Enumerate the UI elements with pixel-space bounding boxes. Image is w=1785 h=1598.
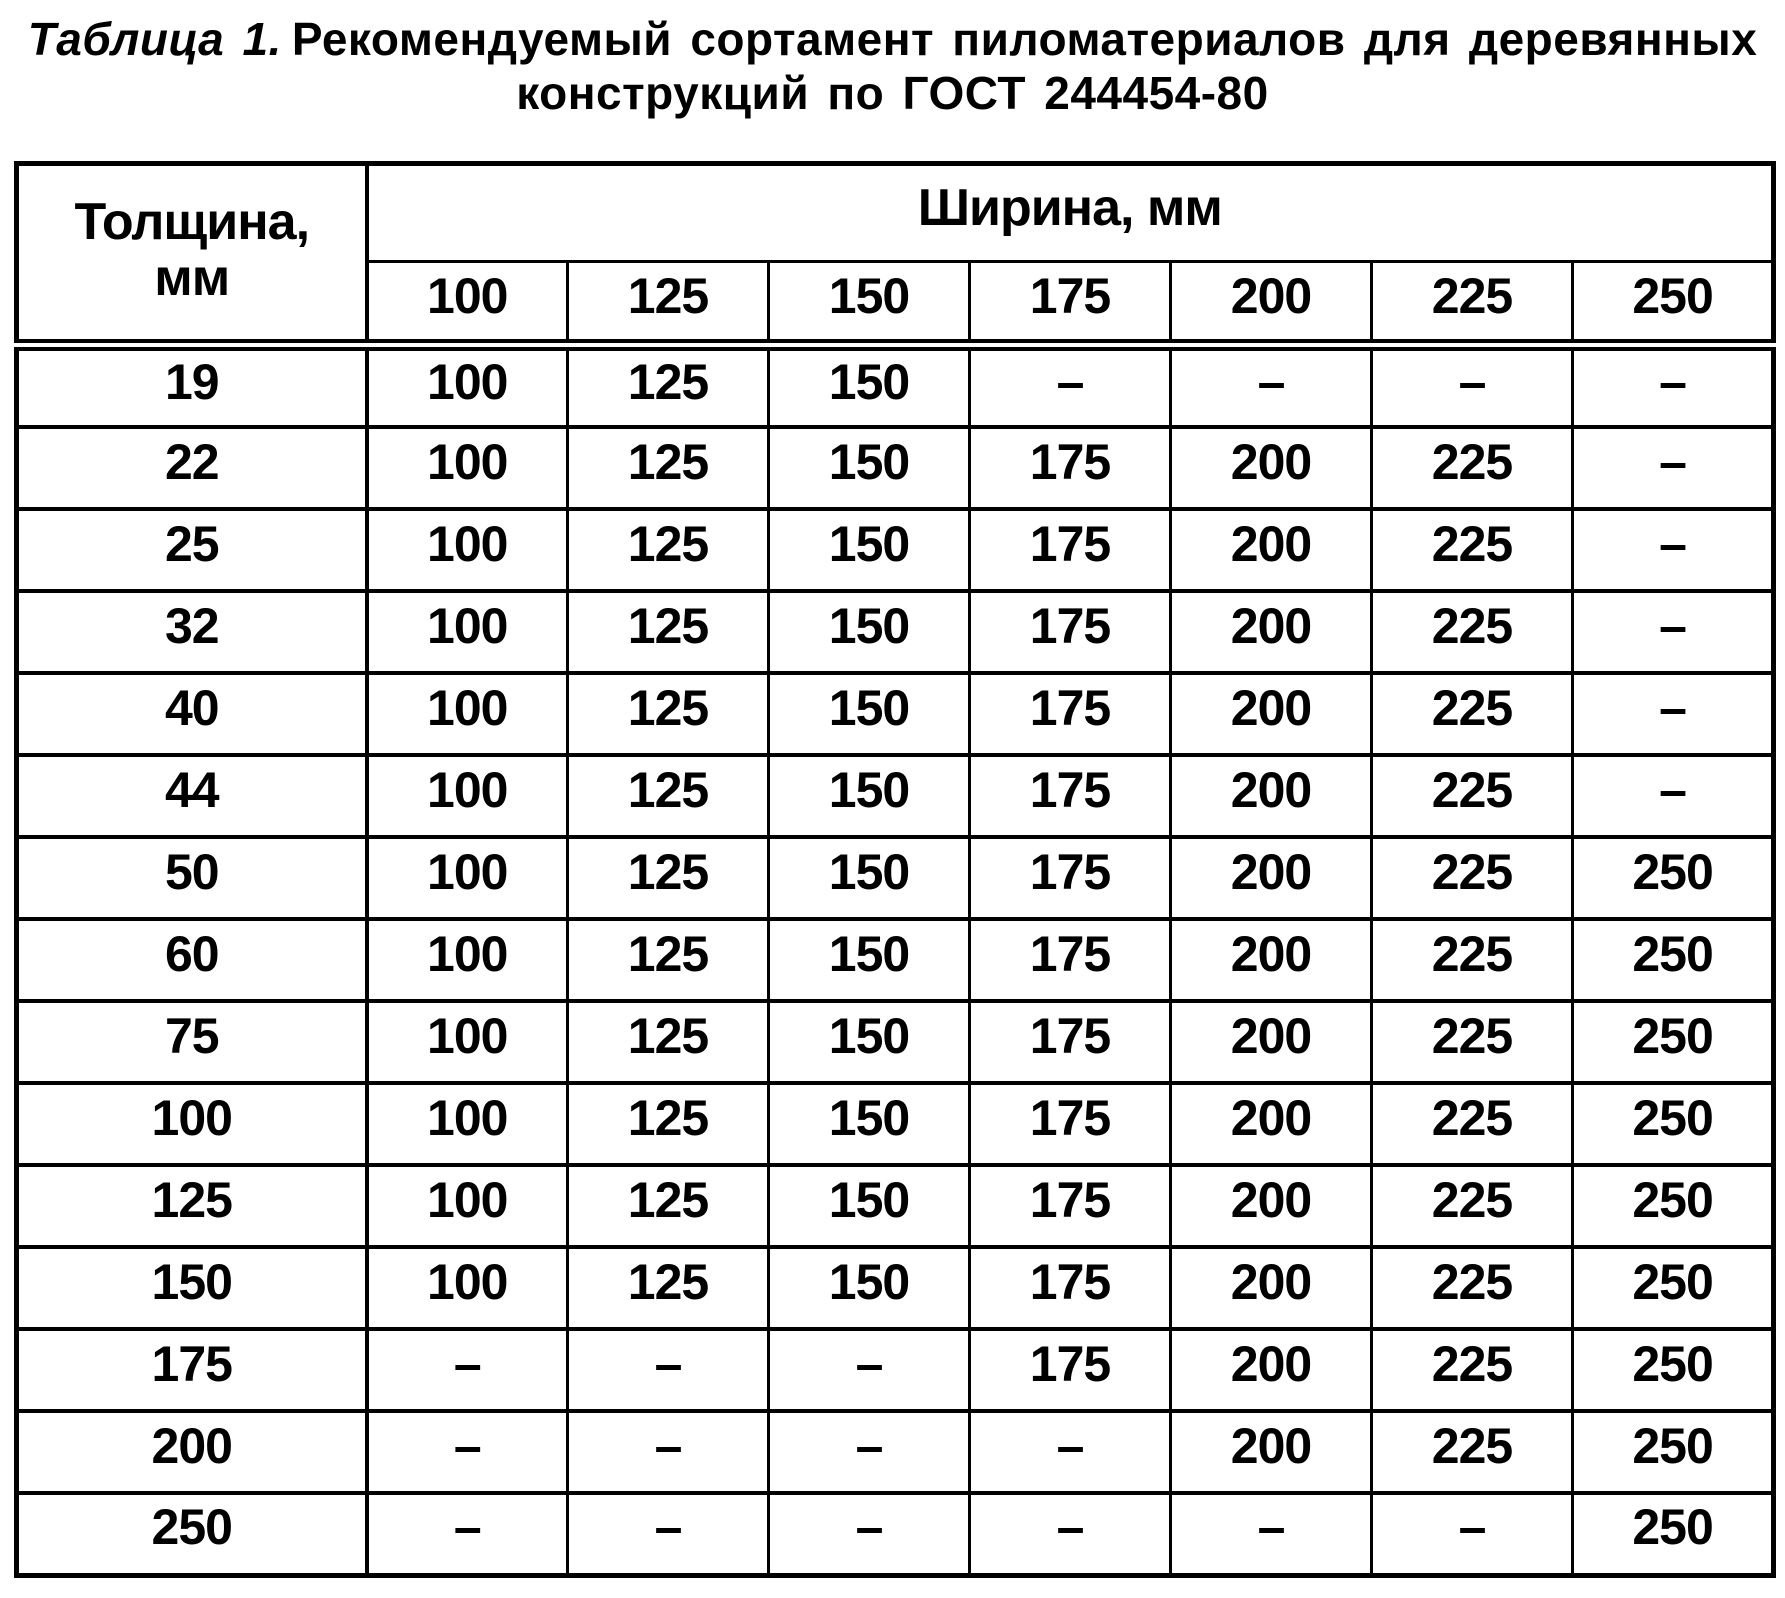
thickness-cell: 19: [17, 345, 367, 427]
thickness-cell: 75: [17, 1001, 367, 1083]
thickness-cell: 150: [17, 1247, 367, 1329]
thickness-cell: 25: [17, 509, 367, 591]
width-value-cell: 175: [970, 837, 1171, 919]
width-value-cell: 200: [1171, 427, 1372, 509]
table-caption-text-line2: конструкций по ГОСТ 244454-80: [516, 67, 1269, 120]
width-subheader-100: 100: [367, 261, 568, 345]
thickness-cell: 44: [17, 755, 367, 837]
width-value-cell: 225: [1372, 591, 1573, 673]
table-row: [17, 591, 1774, 673]
empty-cell: –: [568, 1493, 769, 1575]
width-value-cell: 125: [568, 1083, 769, 1165]
width-value-cell: 150: [769, 837, 970, 919]
width-value-cell: 175: [970, 1247, 1171, 1329]
thickness-header-line1: Толщина,: [74, 192, 310, 251]
width-value-cell: 150: [769, 755, 970, 837]
width-value-cell: 125: [568, 837, 769, 919]
empty-cell: –: [1573, 427, 1774, 509]
width-value-cell: 225: [1372, 755, 1573, 837]
width-value-cell: 100: [367, 837, 568, 919]
width-value-cell: 150: [769, 345, 970, 427]
table-row: [17, 1083, 1774, 1165]
width-value-cell: 175: [970, 1001, 1171, 1083]
width-value-cell: 175: [970, 1329, 1171, 1411]
width-value-cell: 250: [1573, 1083, 1774, 1165]
width-value-cell: 150: [769, 673, 970, 755]
width-value-cell: 250: [1573, 919, 1774, 1001]
lumber-sortament-table: [14, 161, 1776, 1578]
empty-cell: –: [367, 1493, 568, 1575]
empty-cell: –: [1171, 345, 1372, 427]
width-value-cell: 100: [367, 1083, 568, 1165]
thickness-cell: 175: [17, 1329, 367, 1411]
width-value-cell: 250: [1573, 1493, 1774, 1575]
table-caption: [0, 0, 1785, 121]
width-value-cell: 225: [1372, 509, 1573, 591]
width-value-cell: 200: [1171, 919, 1372, 1001]
width-subheader-150: 150: [769, 261, 970, 345]
width-value-cell: 225: [1372, 1411, 1573, 1493]
width-value-cell: 225: [1372, 427, 1573, 509]
width-value-cell: 225: [1372, 837, 1573, 919]
table-row: [17, 509, 1774, 591]
width-value-cell: 100: [367, 509, 568, 591]
thickness-cell: 22: [17, 427, 367, 509]
width-value-cell: 150: [769, 1001, 970, 1083]
empty-cell: –: [1171, 1493, 1372, 1575]
width-subheader-250: 250: [1573, 261, 1774, 345]
width-value-cell: 125: [568, 1165, 769, 1247]
empty-cell: –: [568, 1411, 769, 1493]
width-value-cell: 100: [367, 919, 568, 1001]
width-value-cell: 125: [568, 1247, 769, 1329]
width-value-cell: 200: [1171, 1083, 1372, 1165]
table-row: [17, 837, 1774, 919]
width-value-cell: 200: [1171, 1001, 1372, 1083]
table-row: [17, 1001, 1774, 1083]
width-subheader-200: 200: [1171, 261, 1372, 345]
table-body: [17, 345, 1774, 1575]
width-value-cell: 100: [367, 1001, 568, 1083]
width-value-cell: 150: [769, 427, 970, 509]
table-row: [17, 673, 1774, 755]
width-value-cell: 200: [1171, 509, 1372, 591]
width-value-cell: 125: [568, 673, 769, 755]
width-value-cell: 200: [1171, 1411, 1372, 1493]
table-row: [17, 1493, 1774, 1575]
width-value-cell: 100: [367, 673, 568, 755]
thickness-header-line2: мм: [154, 248, 230, 307]
width-value-cell: 200: [1171, 591, 1372, 673]
width-value-cell: 175: [970, 919, 1171, 1001]
width-value-cell: 225: [1372, 1083, 1573, 1165]
header-row-span: [17, 163, 1774, 261]
empty-cell: –: [1573, 591, 1774, 673]
table-row: [17, 1329, 1774, 1411]
width-value-cell: 100: [367, 591, 568, 673]
thickness-cell: 125: [17, 1165, 367, 1247]
width-value-cell: 125: [568, 919, 769, 1001]
width-value-cell: 175: [970, 427, 1171, 509]
empty-cell: –: [367, 1411, 568, 1493]
thickness-column-header: [17, 163, 367, 345]
width-value-cell: 100: [367, 427, 568, 509]
width-value-cell: 125: [568, 755, 769, 837]
width-value-cell: 225: [1372, 919, 1573, 1001]
empty-cell: –: [1573, 673, 1774, 755]
table-row: [17, 1411, 1774, 1493]
width-value-cell: 175: [970, 509, 1171, 591]
empty-cell: –: [1573, 755, 1774, 837]
width-value-cell: 200: [1171, 1247, 1372, 1329]
width-value-cell: 200: [1171, 673, 1372, 755]
width-value-cell: 225: [1372, 1001, 1573, 1083]
thickness-cell: 50: [17, 837, 367, 919]
empty-cell: –: [970, 1411, 1171, 1493]
width-value-cell: 200: [1171, 1165, 1372, 1247]
thickness-cell: 40: [17, 673, 367, 755]
width-value-cell: 125: [568, 345, 769, 427]
width-value-cell: 250: [1573, 1001, 1774, 1083]
width-column-group-header: Ширина, мм: [367, 163, 1774, 261]
empty-cell: –: [1573, 509, 1774, 591]
width-value-cell: 125: [568, 509, 769, 591]
thickness-cell: 60: [17, 919, 367, 1001]
width-value-cell: 150: [769, 1247, 970, 1329]
table-header: [17, 163, 1774, 345]
width-value-cell: 125: [568, 1001, 769, 1083]
width-subheader-225: 225: [1372, 261, 1573, 345]
thickness-cell: 200: [17, 1411, 367, 1493]
width-value-cell: 100: [367, 345, 568, 427]
width-value-cell: 250: [1573, 1247, 1774, 1329]
width-value-cell: 175: [970, 755, 1171, 837]
empty-cell: –: [769, 1411, 970, 1493]
empty-cell: –: [1372, 345, 1573, 427]
thickness-cell: 100: [17, 1083, 367, 1165]
width-value-cell: 100: [367, 1165, 568, 1247]
width-value-cell: 150: [769, 1165, 970, 1247]
empty-cell: –: [970, 345, 1171, 427]
empty-cell: –: [970, 1493, 1171, 1575]
width-subheader-175: 175: [970, 261, 1171, 345]
table-row: [17, 755, 1774, 837]
width-value-cell: 250: [1573, 1165, 1774, 1247]
width-value-cell: 250: [1573, 1411, 1774, 1493]
width-value-cell: 125: [568, 591, 769, 673]
width-value-cell: 175: [970, 1165, 1171, 1247]
empty-cell: –: [367, 1329, 568, 1411]
width-value-cell: 225: [1372, 1329, 1573, 1411]
width-value-cell: 225: [1372, 1165, 1573, 1247]
thickness-cell: 250: [17, 1493, 367, 1575]
width-value-cell: 175: [970, 591, 1171, 673]
width-value-cell: 125: [568, 427, 769, 509]
empty-cell: –: [1372, 1493, 1573, 1575]
width-value-cell: 200: [1171, 755, 1372, 837]
width-value-cell: 100: [367, 1247, 568, 1329]
table-caption-text-line1: Рекомендуемый сортамент пиломатериалов для деревянных: [291, 13, 1758, 65]
table-row: [17, 1247, 1774, 1329]
table-caption-number: Таблица 1.: [27, 13, 282, 65]
width-value-cell: 250: [1573, 1329, 1774, 1411]
empty-cell: –: [769, 1493, 970, 1575]
width-value-cell: 225: [1372, 673, 1573, 755]
table-row: [17, 919, 1774, 1001]
width-value-cell: 175: [970, 1083, 1171, 1165]
empty-cell: –: [769, 1329, 970, 1411]
width-value-cell: 225: [1372, 1247, 1573, 1329]
width-value-cell: 100: [367, 755, 568, 837]
width-value-cell: 150: [769, 509, 970, 591]
empty-cell: –: [1573, 345, 1774, 427]
empty-cell: –: [568, 1329, 769, 1411]
width-value-cell: 200: [1171, 837, 1372, 919]
width-value-cell: 250: [1573, 837, 1774, 919]
table-row: [17, 1165, 1774, 1247]
width-value-cell: 200: [1171, 1329, 1372, 1411]
thickness-cell: 32: [17, 591, 367, 673]
width-value-cell: 175: [970, 673, 1171, 755]
width-subheader-125: 125: [568, 261, 769, 345]
width-value-cell: 150: [769, 591, 970, 673]
width-value-cell: 150: [769, 919, 970, 1001]
width-value-cell: 150: [769, 1083, 970, 1165]
table-row: [17, 345, 1774, 427]
table-row: [17, 427, 1774, 509]
